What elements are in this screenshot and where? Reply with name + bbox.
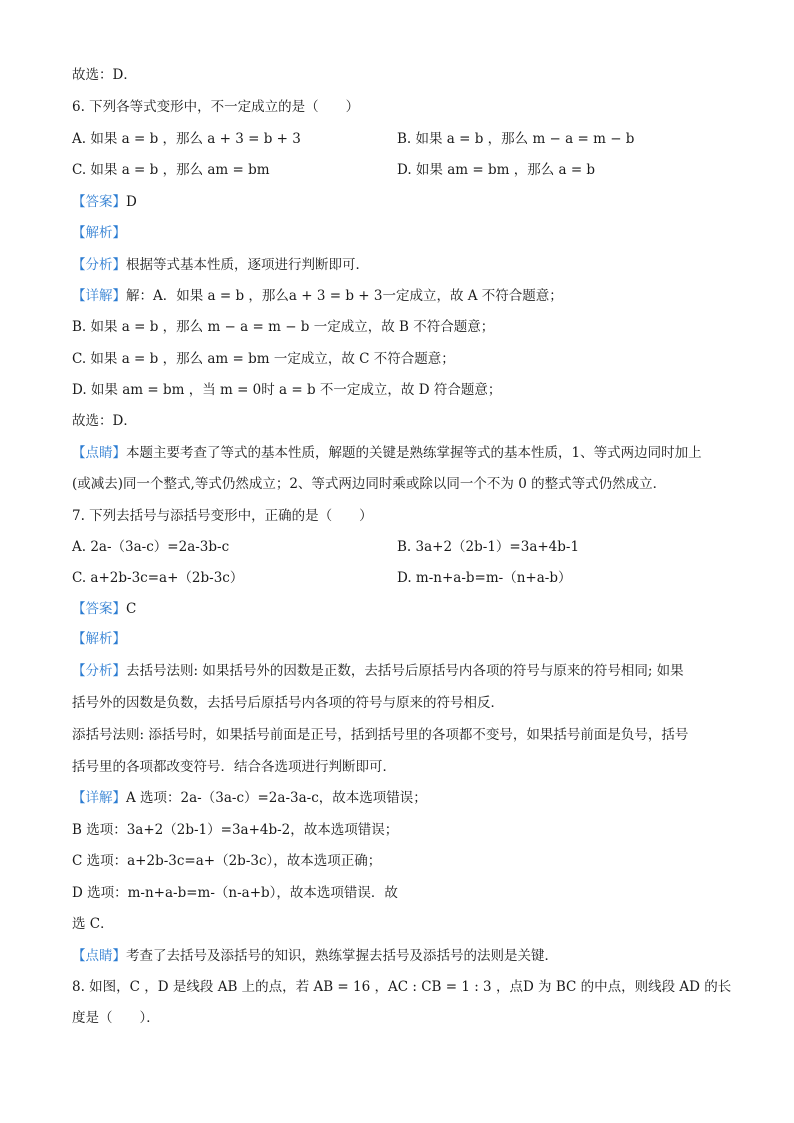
comment-line: 【点睛】本题主要考查了等式的基本性质，解题的关键是熟练掌握等式的基本性质，1、等式两边同时加上 xyxy=(72,445,702,461)
text-line: 选 C． xyxy=(72,916,114,932)
question-8-stem-cont: 度是（ ）． xyxy=(72,1010,160,1026)
question-8-stem: 8. 如图，C ，D 是线段 AB 上的点，若 AB = 16 ，AC : CB = 1 : 3 ，点D 为 BC 的中点，则线段 AD 的长 xyxy=(72,979,732,995)
analysis-line: 添括号法则: 添括号时，如果括号前面是正号，括到括号里的各项都不变号，如果括号前面是负号，括号 xyxy=(72,727,689,743)
comment-line: 【点睛】考查了去括号及添括号的知识，熟练掌握去括号及添括号的法则是关键． xyxy=(72,948,558,964)
analysis-line: 括号里的各项都改变符号．结合各选项进行判断即可． xyxy=(72,759,396,775)
option-b: B. 如果 a = b ，那么 m − a = m − b xyxy=(397,131,635,147)
option-a: A. 如果 a = b ，那么 a + 3 = b + 3 xyxy=(72,131,301,147)
question-6-stem: 6. 下列各等式变形中，不一定成立的是（ ） xyxy=(72,99,360,115)
question-7-stem: 7. 下列去括号与添括号变形中，正确的是（ ） xyxy=(72,508,373,524)
option-d: D. m-n+a-b=m-（n+a-b） xyxy=(397,570,572,586)
detail-line: C. 如果 a = b ，那么 am = bm 一定成立，故 C 不符合题意； xyxy=(72,351,455,367)
answer-tag: 【答案】 xyxy=(72,194,126,210)
answer-line: 【答案】D xyxy=(72,194,137,210)
option-d: D. 如果 am = bm ，那么 a = b xyxy=(397,162,596,178)
answer-line: 【答案】C xyxy=(72,601,137,617)
analysis-line: 【分析】去括号法则: 如果括号外的因数是正数，去括号后原括号内各项的符号与原来的符号相同; 如果 xyxy=(72,663,684,679)
detail-line: B 选项：3a+2（2b-1）=3a+4b-2，故本选项错误； xyxy=(72,822,399,838)
text-line: 故选：D． xyxy=(72,413,137,429)
option-c: C. 如果 a = b ，那么 am = bm xyxy=(72,162,270,178)
analysis-line: 【分析】根据等式基本性质，逐项进行判断即可． xyxy=(72,257,369,273)
comment-line: (或减去)同一个整式,等式仍然成立；2、等式两边同时乘或除以同一个不为 0 的整式等式仍然成立． xyxy=(72,476,667,492)
analysis-line: 括号外的因数是负数，去括号后原括号内各项的符号与原来的符号相反． xyxy=(72,695,504,711)
option-b: B. 3a+2（2b-1）=3a+4b-1 xyxy=(397,539,580,555)
detail-line: 【详解】A 选项：2a-（3a-c）=2a-3a-c，故本选项错误； xyxy=(72,790,427,806)
option-a: A. 2a-（3a-c）=2a-3b-c xyxy=(72,539,230,555)
option-c: C. a+2b-3c=a+（2b-3c） xyxy=(72,570,244,586)
analysis-heading: 【解析】 xyxy=(72,631,126,647)
detail-line: C 选项：a+2b-3c=a+（2b-3c），故本选项正确； xyxy=(72,853,382,869)
detail-line: D. 如果 am = bm ，当 m = 0时 a = b 不一定成立，故 D 符合题意； xyxy=(72,382,502,398)
detail-line: B. 如果 a = b ，那么 m − a = m − b 一定成立，故 B 不符合题意； xyxy=(72,319,495,335)
detail-line: D 选项：m-n+a-b=m-（n-a+b），故本选项错误．故 xyxy=(72,885,398,901)
analysis-heading: 【解析】 xyxy=(72,225,126,241)
text-line: 故选：D． xyxy=(72,67,137,83)
detail-line: 【详解】解：A．如果 a = b ，那么a + 3 = b + 3一定成立，故 A 不符合题意； xyxy=(72,288,563,304)
